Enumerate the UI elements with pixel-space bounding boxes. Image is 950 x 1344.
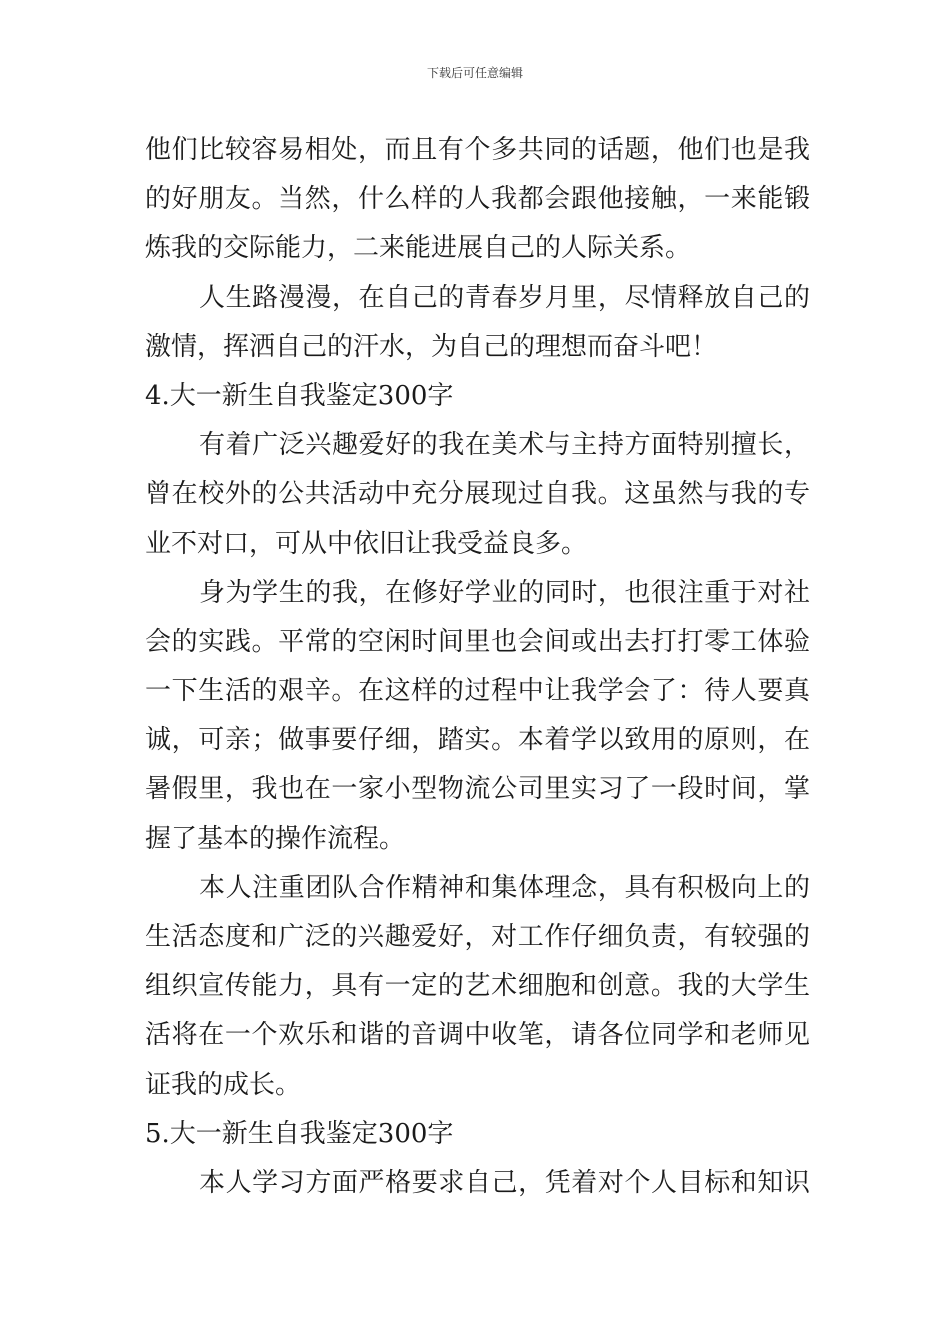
text-line: 业不对口，可从中依旧让我受益良多。 — [145, 528, 588, 559]
text-line: 一下生活的艰辛。在这样的过程中让我学会了：待人要真 — [145, 676, 810, 707]
text-line: 激情，挥洒自己的汗水，为自己的理想而奋斗吧！ — [145, 331, 718, 362]
text-line: 活将在一个欢乐和谐的音调中收笔，请各位同学和老师见 — [145, 1020, 810, 1051]
section-heading — [145, 1110, 810, 1159]
document-body — [145, 126, 810, 1208]
text-line: 本人学习方面严格要求自己，凭着对个人目标和知识 — [199, 1167, 810, 1198]
paragraph — [145, 864, 810, 1110]
text-line: 身为学生的我，在修好学业的同时，也很注重于对社 — [199, 577, 810, 608]
text-line: 证我的成长。 — [145, 1069, 302, 1100]
text-line: 握了基本的操作流程。 — [145, 823, 406, 854]
text-line: 有着广泛兴趣爱好的我在美术与主持方面特别擅长， — [199, 430, 810, 461]
paragraph — [145, 274, 810, 372]
text-line: 他们比较容易相处，而且有个多共同的话题，他们也是我 — [145, 135, 810, 165]
text-line: 会的实践。平常的空闲时间里也会间或出去打打零工体验 — [145, 626, 810, 657]
paragraph — [145, 126, 810, 274]
text-line: 曾在校外的公共活动中充分展现过自我。这虽然与我的专 — [145, 479, 810, 510]
text-line: 诚，可亲；做事要仔细，踏实。本着学以致用的原则，在 — [145, 725, 810, 756]
heading-line: 5.大一新生自我鉴定300字 — [145, 1118, 454, 1149]
section-heading — [145, 372, 810, 421]
text-line: 的好朋友。当然，什么样的人我都会跟他接触，一来能锻 — [145, 184, 810, 215]
text-line: 暑假里，我也在一家小型物流公司里实习了一段时间，掌 — [145, 774, 810, 805]
text-line: 本人注重团队合作精神和集体理念，具有积极向上的 — [199, 872, 810, 903]
paragraph — [145, 569, 810, 864]
text-line: 炼我的交际能力，二来能进展自己的人际关系。 — [145, 233, 692, 264]
heading-line: 4.大一新生自我鉴定300字 — [145, 380, 454, 411]
text-line: 组织宣传能力，具有一定的艺术细胞和创意。我的大学生 — [145, 971, 810, 1002]
paragraph — [145, 421, 810, 569]
paragraph — [145, 1159, 810, 1208]
text-line: 人生路漫漫，在自己的青春岁月里，尽情释放自己的 — [199, 282, 810, 313]
page-header: 下载后可任意编辑 — [426, 66, 523, 80]
text-line: 生活态度和广泛的兴趣爱好，对工作仔细负责，有较强的 — [145, 922, 810, 952]
